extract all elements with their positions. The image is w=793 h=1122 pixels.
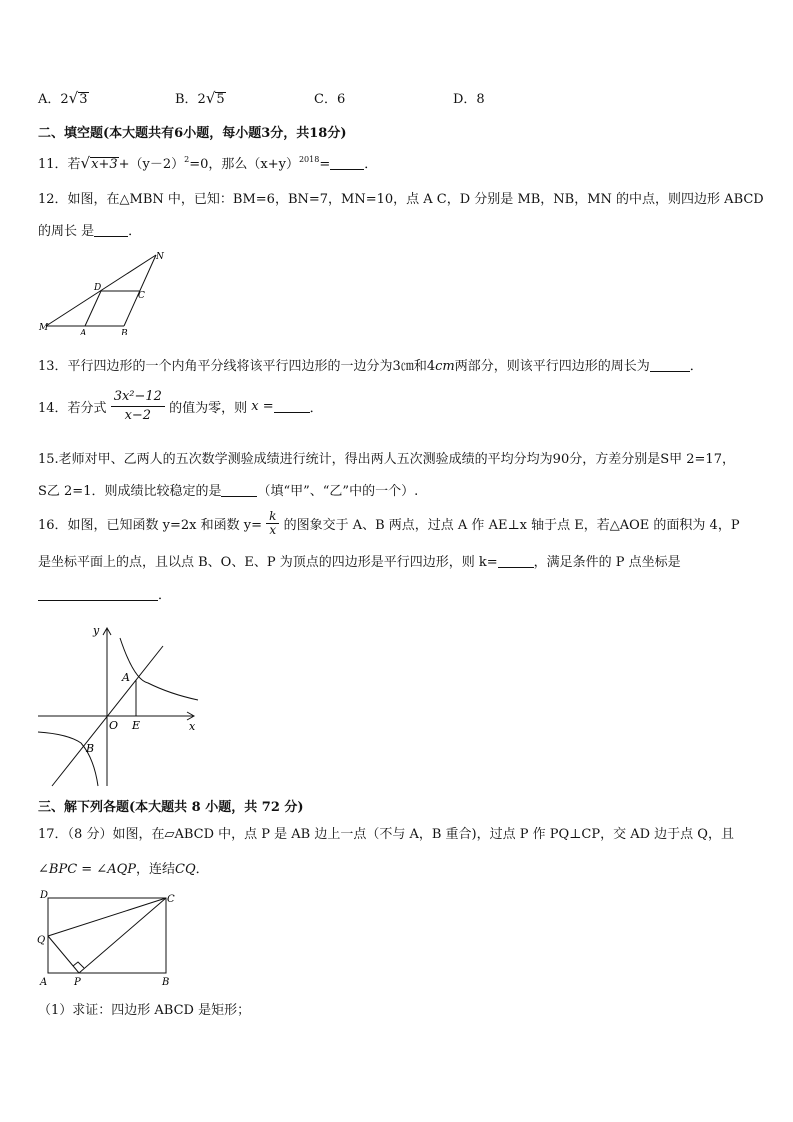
question-15-line1: 15.老师对甲、乙两人的五次数学测验成绩进行统计，得出两人五次测验成绩的平均分均为90分，方差分别是S甲 2=17， [38,452,735,467]
label-P: P [74,977,81,988]
choice-d: D．8 [453,92,485,107]
question-13: 13．平行四边形的一个内角平分线将该平行四边形的一边分为3㎝和4cm两部分，则该平行四边形的周长为 ． [38,359,703,374]
label-B: B [86,742,95,755]
fraction: $\frac{\text{3x²−12}}{x-2}$ [111,388,165,425]
question-14: 14．若分式 $\frac{\text{3x²−12}}{x-2}$ 的值为零，则 x = ． [38,389,323,423]
label-A: A [80,329,87,335]
label-M: M [39,323,49,333]
rectangle-abcd-figure [36,888,186,990]
label-y: y [93,624,100,637]
label-N: N [156,252,164,262]
section-2-title: 二、填空题(本大题共有6小题，每小题3分，共18分) [38,126,347,141]
question-11: 11．若$√x+3+(y-2)^2=0$，那么$(x+y)^{2018}=$ ． [38,154,378,172]
question-16-line1: 16．如图，已知函数 y=2x 和函数 y= $\frac{k}{x}$ 的图象交于 A、B 两点，过点 A 作 AE⊥x 轴于点 E，若△AOE 的面积为 4，P [38,509,740,537]
label-A: A [40,977,48,988]
label-C: C [138,291,145,301]
triangle-mbn-figure [36,250,171,335]
question-12-line1: 12．如图，在△MBN 中，已知：BM=6，BN=7，MN=10，点 A C，D 分别是 MB，NB，MN 的中点，则四边形 ABCD [38,192,764,207]
label-O: O [109,719,119,732]
label-C: C [167,894,175,905]
label-E: E [132,719,141,732]
choice-c: C．6 [314,92,346,107]
label-B: B [121,329,128,335]
label-x: x [189,720,196,733]
choice-a: A．2√3 [38,89,88,107]
label-A: A [122,671,130,684]
label-D: D [40,890,49,901]
question-15-line2: S乙 2=1．则成绩比较稳定的是 （填“甲”、“乙”中的一个）. [38,484,419,499]
hyperbola-figure [36,618,206,788]
fraction-k-over-x: $\frac{k}{x}$ [266,510,279,537]
choice-b: B．2√5 [175,89,225,107]
section-3-title: 三、解下列各题(本大题共 8 小题，共 72 分) [38,800,304,815]
label-Q: Q [37,935,46,946]
question-17-line2: ∠BPC = ∠AQP，连结CQ． [38,862,209,877]
label-B: B [162,977,170,988]
question-12-line2: 的周长 是 ． [38,224,142,239]
question-17-part1: （1）求证：四边形 ABCD 是矩形； [38,1003,251,1018]
question-17-line1: 17．（8 分）如图，在▱ABCD 中，点 P 是 AB 边上一点（不与 A，B 重合)，过点 P 作 PQ⊥CP，交 AD 边于点 Q，且 [38,827,734,842]
question-16-line2: 是坐标平面上的点，且以点 B、O、E、P 为顶点的四边形是平行四边形，则 k= ，满足条件的 P 点坐标是 [38,555,681,570]
label-D: D [94,283,102,293]
question-16-line3: ． [38,584,171,603]
